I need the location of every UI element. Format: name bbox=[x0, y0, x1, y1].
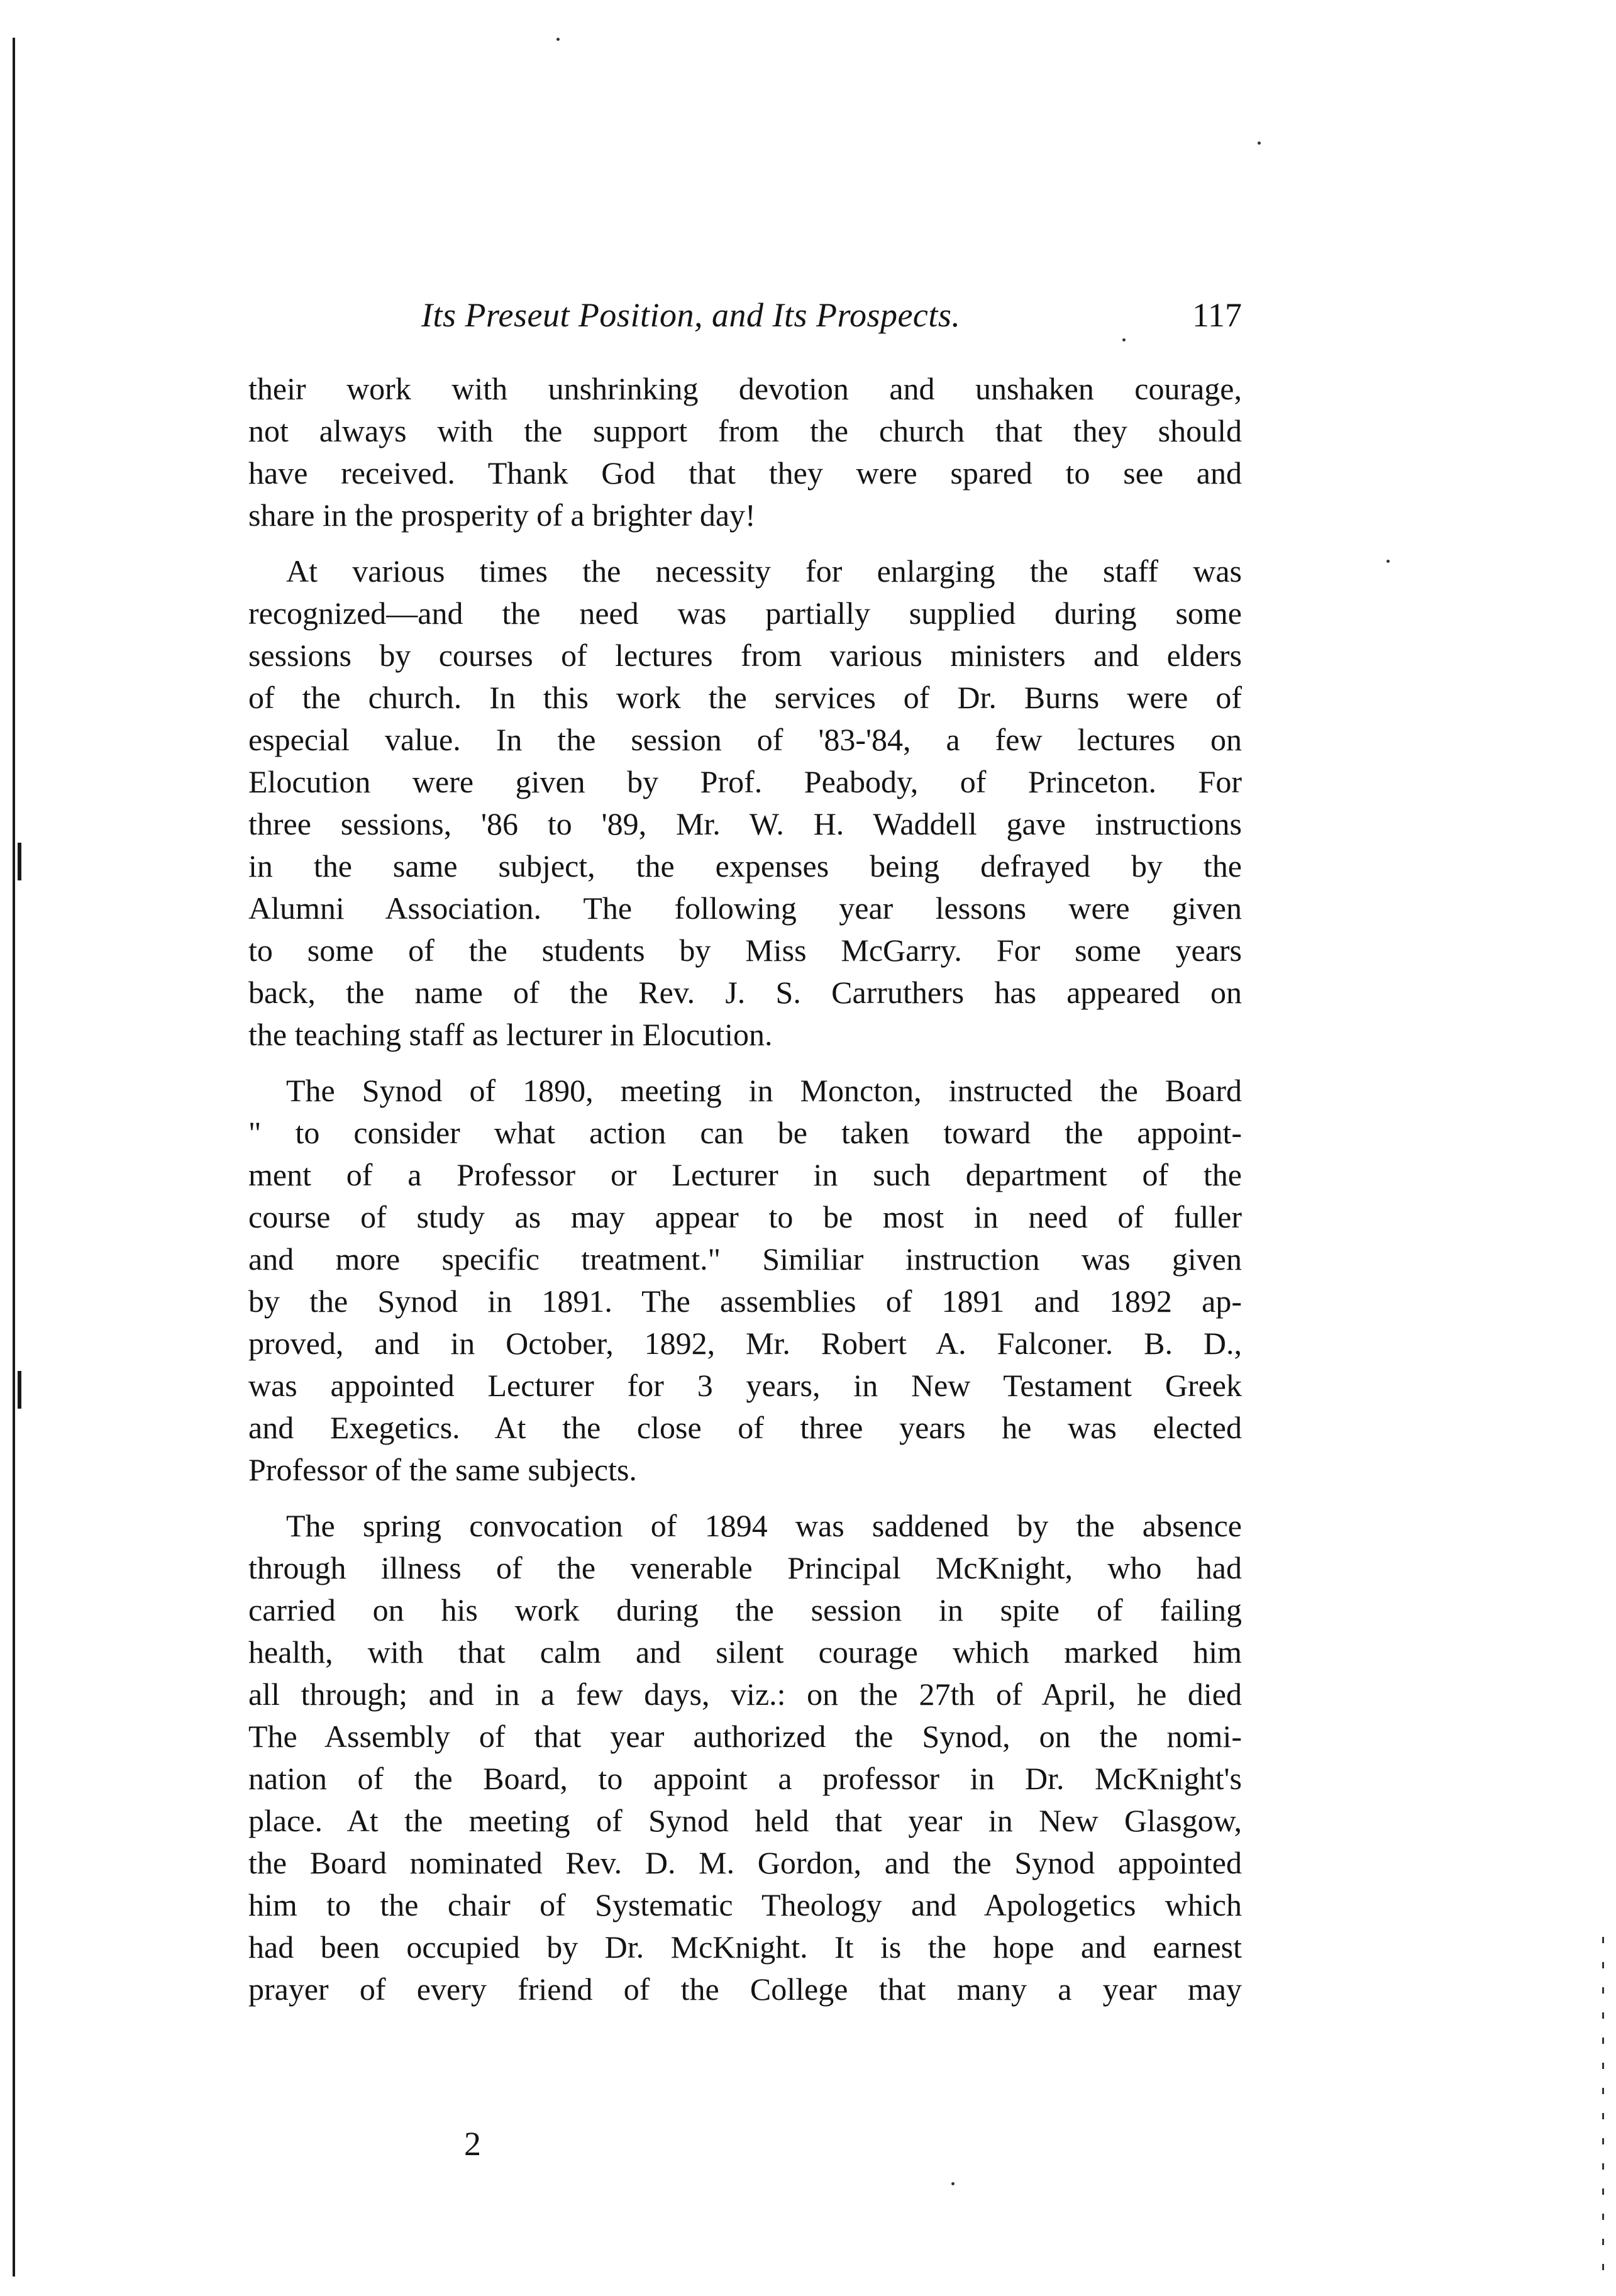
text-line: have received. Thank God that they were spared to see and bbox=[248, 455, 1242, 491]
text-line: especial value. In the session of '83-'84, a few lectures on bbox=[248, 722, 1242, 757]
scan-speck bbox=[951, 2182, 955, 2185]
binding-edge bbox=[13, 38, 15, 2277]
text-line: in the same subject, the expenses being defrayed by the bbox=[248, 848, 1242, 884]
text-line: prayer of every friend of the College that many a year may bbox=[248, 1972, 1242, 2007]
text-line: not always with the support from the church that they should bbox=[248, 413, 1242, 448]
scan-speck bbox=[556, 38, 560, 41]
text-line: was appointed Lecturer for 3 years, in New Testament Greek bbox=[248, 1368, 1242, 1403]
text-line: and more specific treatment." Similiar instruction was given bbox=[248, 1241, 1242, 1277]
page-number: 117 bbox=[1192, 296, 1242, 334]
binding-mark bbox=[18, 843, 21, 880]
signature-mark: 2 bbox=[464, 2125, 481, 2163]
text-line: recognized—and the need was partially supplied during some bbox=[248, 596, 1242, 631]
paragraph-1 bbox=[248, 368, 1242, 536]
scan-speck bbox=[1386, 560, 1390, 563]
text-line: the teaching staff as lecturer in Elocution. bbox=[248, 1017, 773, 1052]
text-line: the Board nominated Rev. D. M. Gordon, and the Synod appointed bbox=[248, 1845, 1242, 1880]
paragraph-4 bbox=[248, 1505, 1242, 2010]
text-line: course of study as may appear to be most in need of fuller bbox=[248, 1199, 1242, 1234]
text-line: share in the prosperity of a brighter day! bbox=[248, 497, 756, 533]
text-line: all through; and in a few days, viz.: on the 27th of April, he died bbox=[248, 1677, 1242, 1712]
text-line: of the church. In this work the services of Dr. Burns were of bbox=[248, 680, 1242, 715]
text-line: carried on his work during the session in spite of failing bbox=[248, 1592, 1242, 1628]
right-edge-artifact bbox=[1602, 1937, 1604, 2289]
text-line: The Synod of 1890, meeting in Moncton, instructed the Board bbox=[286, 1073, 1242, 1108]
running-title: Its Preseut Position, and Its Prospects. bbox=[421, 296, 961, 334]
text-line: Professor of the same subjects. bbox=[248, 1452, 637, 1487]
scan-speck bbox=[1258, 141, 1261, 145]
text-line: three sessions, '86 to '89, Mr. W. H. Waddell gave instructions bbox=[248, 806, 1242, 841]
binding-mark bbox=[18, 1371, 21, 1409]
text-line: to some of the students by Miss McGarry. For some years bbox=[248, 933, 1242, 968]
text-line: their work with unshrinking devotion and unshaken courage, bbox=[248, 371, 1242, 406]
text-line: sessions by courses of lectures from various ministers and elders bbox=[248, 638, 1242, 673]
text-line: through illness of the venerable Principal McKnight, who had bbox=[248, 1550, 1242, 1585]
text-line: and Exegetics. At the close of three years he was elected bbox=[248, 1410, 1242, 1445]
text-line: The Assembly of that year authorized the Synod, on the nomi- bbox=[248, 1719, 1242, 1754]
text-line: Alumni Association. The following year lessons were given bbox=[248, 890, 1242, 926]
body-text bbox=[248, 368, 1242, 2024]
text-line: by the Synod in 1891. The assemblies of 1891 and 1892 ap- bbox=[248, 1284, 1242, 1319]
text-line: back, the name of the Rev. J. S. Carruthers has appeared on bbox=[248, 975, 1242, 1010]
text-line: ment of a Professor or Lecturer in such department of the bbox=[248, 1157, 1242, 1192]
text-line: him to the chair of Systematic Theology and Apologetics which bbox=[248, 1887, 1242, 1922]
text-line: At various times the necessity for enlarging the staff was bbox=[286, 553, 1242, 589]
paragraph-3 bbox=[248, 1070, 1242, 1491]
text-line: proved, and in October, 1892, Mr. Robert A. Falconer. B. D., bbox=[248, 1326, 1242, 1361]
text-line: Elocution were given by Prof. Peabody, of Princeton. For bbox=[248, 764, 1242, 799]
text-line: The spring convocation of 1894 was saddened by the absence bbox=[286, 1508, 1242, 1543]
text-line: health, with that calm and silent courage which marked him bbox=[248, 1634, 1242, 1670]
text-line: had been occupied by Dr. McKnight. It is the hope and earnest bbox=[248, 1929, 1242, 1965]
paragraph-2 bbox=[248, 550, 1242, 1056]
text-line: place. At the meeting of Synod held that year in New Glasgow, bbox=[248, 1803, 1242, 1838]
text-line: " to consider what action can be taken toward the appoint- bbox=[248, 1115, 1242, 1150]
running-header bbox=[248, 296, 1242, 346]
text-line: nation of the Board, to appoint a professor in Dr. McKnight's bbox=[248, 1761, 1242, 1796]
